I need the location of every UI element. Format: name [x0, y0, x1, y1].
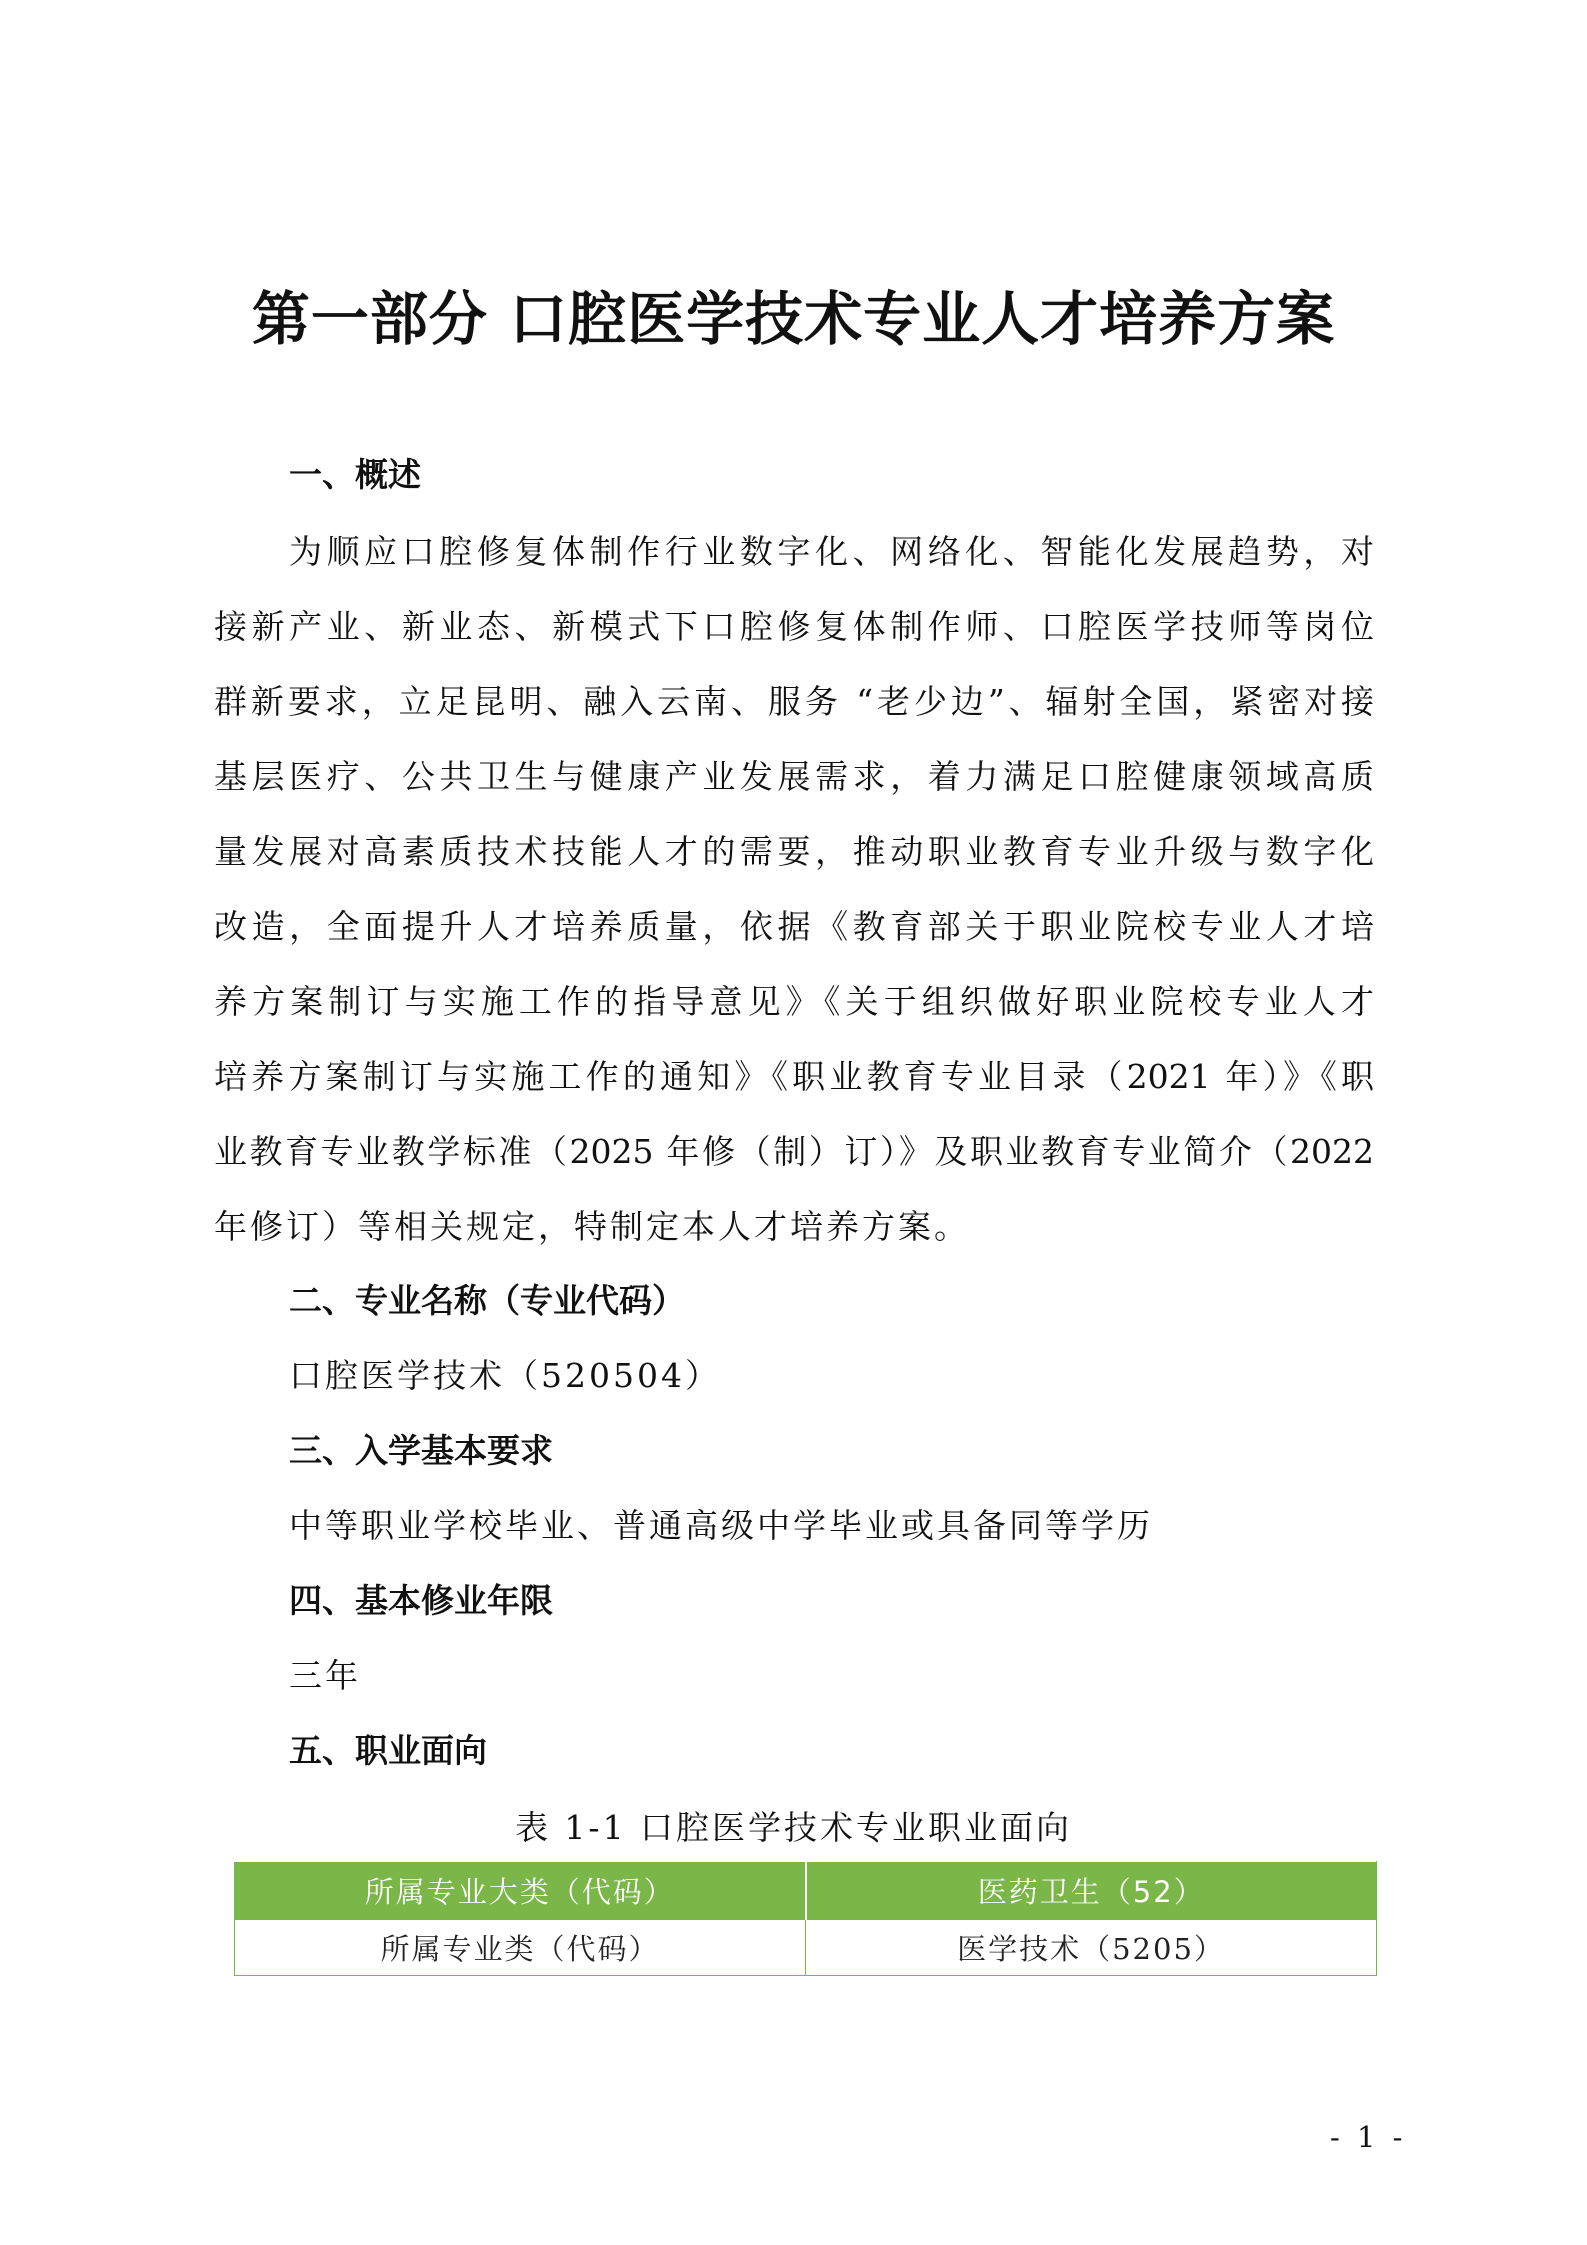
paragraph-line: 群新要求，立足昆明、融入云南、服务 “老少边”、辐射全国，紧密对接 — [214, 682, 1374, 721]
paragraph-line: 为顺应口腔修复体制作行业数字化、网络化、智能化发展趋势，对 — [289, 532, 1374, 571]
paragraph-line: 年修订）等相关规定，特制定本人才培养方案。 — [214, 1207, 970, 1246]
section-heading-duration: 四、基本修业年限 — [289, 1581, 553, 1620]
paragraph-line: 养方案制订与实施工作的指导意见》《关于组织做好职业院校专业人才 — [214, 982, 1374, 1021]
admission-text: 中等职业学校毕业、普通高级中学毕业或具备同等学历 — [289, 1506, 1153, 1545]
paragraph-line: 量发展对高素质技术技能人才的需要，推动职业教育专业升级与数字化 — [214, 832, 1374, 871]
table-cell: 所属专业类（代码） — [235, 1920, 806, 1976]
paragraph-line: 基层医疗、公共卫生与健康产业发展需求，着力满足口腔健康领域高质 — [214, 757, 1374, 796]
section-heading-admission: 三、入学基本要求 — [289, 1431, 553, 1470]
duration-text: 三年 — [289, 1656, 361, 1695]
table-header-cell: 医药卫生（52） — [806, 1862, 1377, 1920]
paragraph-line: 接新产业、新业态、新模式下口腔修复体制作师、口腔医学技师等岗位 — [214, 607, 1374, 646]
table-row — [235, 1920, 1377, 1976]
document-title: 第一部分 口腔医学技术专业人才培养方案 — [251, 285, 1336, 353]
table-caption: 表 1-1 口腔医学技术专业职业面向 — [514, 1808, 1073, 1847]
paragraph-line: 培养方案制订与实施工作的通知》《职业教育专业目录（2021 年）》《职 — [214, 1057, 1374, 1096]
section-heading-overview: 一、概述 — [289, 455, 421, 494]
paragraph-line: 业教育专业教学标准（2025 年修（制）订）》及职业教育专业简介（2022 — [214, 1132, 1374, 1171]
page-number: - 1 - — [1330, 2120, 1407, 2154]
career-orientation-table — [234, 1861, 1377, 1976]
major-name-text: 口腔医学技术（520504） — [289, 1356, 721, 1395]
table-header-row — [235, 1862, 1377, 1920]
table-cell: 医学技术（5205） — [806, 1920, 1377, 1976]
table-header-cell: 所属专业大类（代码） — [235, 1862, 806, 1920]
section-heading-career: 五、职业面向 — [289, 1731, 487, 1770]
overview-paragraph — [214, 527, 1374, 1277]
section-heading-major-name: 二、专业名称（专业代码） — [289, 1281, 685, 1320]
paragraph-line: 改造，全面提升人才培养质量，依据《教育部关于职业院校专业人才培 — [214, 907, 1374, 946]
